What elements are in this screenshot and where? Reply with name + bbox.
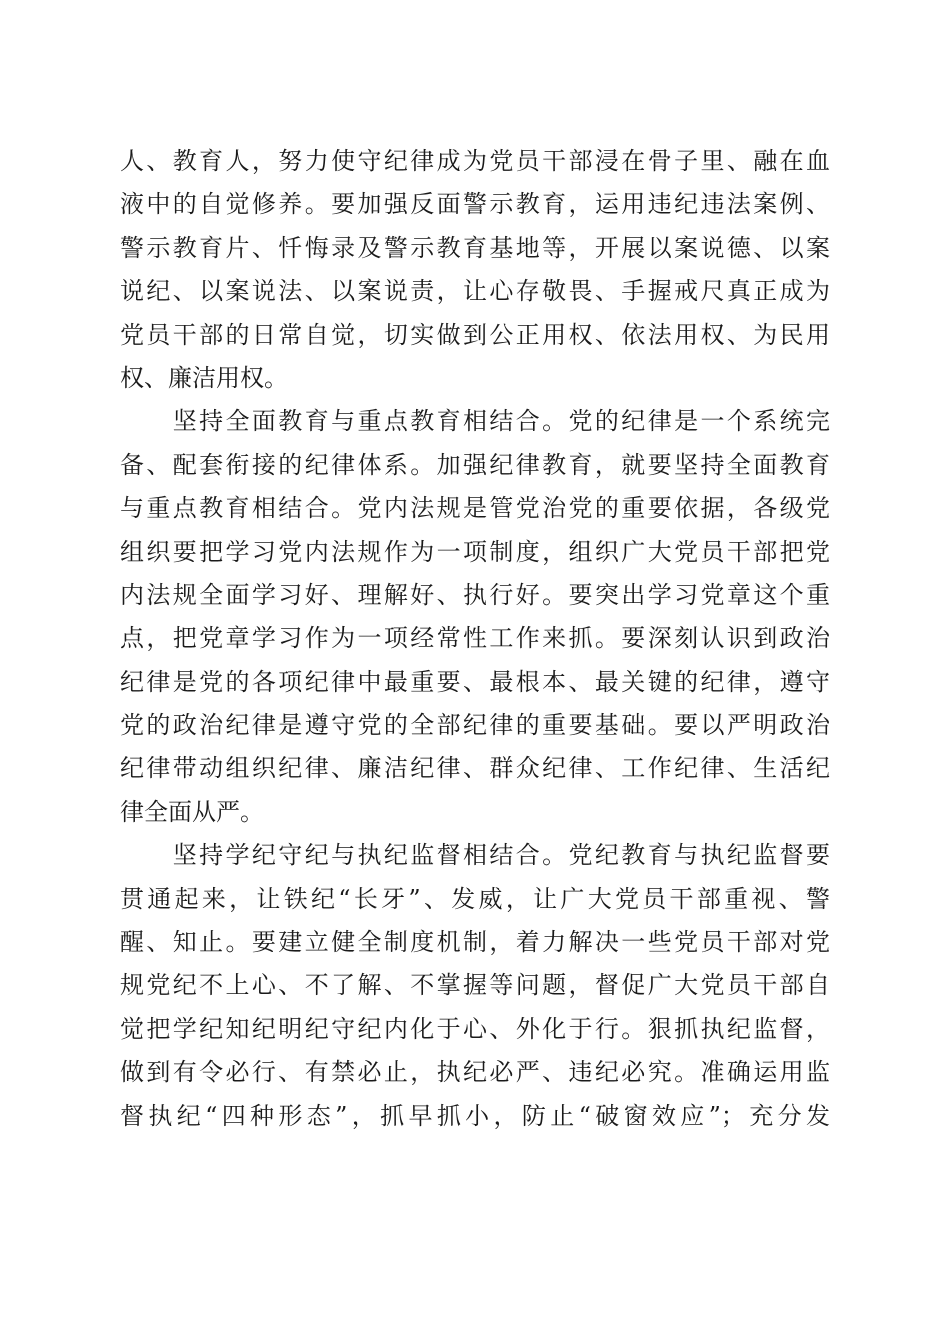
text-line: 与重点教育相结合。党内法规是管党治党的重要依据，各级党	[120, 494, 830, 523]
text-line: 权、廉洁用权。	[120, 363, 288, 392]
text-line: 备、配套衔接的纪律体系。加强纪律教育，就要坚持全面教育	[120, 450, 830, 479]
text-line: 组织要把学习党内法规作为一项制度，组织广大党员干部把党	[120, 537, 830, 566]
paragraph-3	[120, 834, 830, 1138]
text-line: 坚持全面教育与重点教育相结合。党的纪律是一个系统完	[120, 407, 830, 436]
text-line: 律全面从严。	[120, 797, 264, 826]
text-line: 说纪、以案说法、以案说责，让心存敬畏、手握戒尺真正成为	[120, 277, 830, 306]
text-line: 督执纪“四种形态”，抓早抓小，防止“破窗效应”；充分发	[120, 1101, 830, 1130]
text-line: 液中的自觉修养。要加强反面警示教育，运用违纪违法案例、	[120, 190, 830, 219]
text-line: 坚持学纪守纪与执纪监督相结合。党纪教育与执纪监督要	[120, 841, 830, 870]
text-line: 贯通起来，让铁纪“长牙”、发威，让广大党员干部重视、警	[120, 884, 830, 913]
text-line: 人、教育人，努力使守纪律成为党员干部浸在骨子里、融在血	[120, 147, 830, 175]
paragraph-2	[120, 400, 830, 834]
paragraph-1	[120, 140, 830, 400]
text-line: 纪律是党的各项纪律中最重要、最根本、最关键的纪律，遵守	[120, 667, 830, 696]
text-line: 规党纪不上心、不了解、不掌握等问题，督促广大党员干部自	[120, 971, 830, 1000]
text-line: 点，把党章学习作为一项经常性工作来抓。要深刻认识到政治	[120, 624, 830, 653]
text-line: 醒、知止。要建立健全制度机制，着力解决一些党员干部对党	[120, 928, 830, 957]
text-line: 党的政治纪律是遵守党的全部纪律的重要基础。要以严明政治	[120, 711, 830, 740]
text-line: 内法规全面学习好、理解好、执行好。要突出学习党章这个重	[120, 580, 830, 609]
text-line: 觉把学纪知纪明纪守纪内化于心、外化于行。狠抓执纪监督，	[120, 1014, 830, 1043]
document-body	[120, 140, 830, 1138]
text-line: 纪律带动组织纪律、廉洁纪律、群众纪律、工作纪律、生活纪	[120, 754, 830, 783]
text-line: 党员干部的日常自觉，切实做到公正用权、依法用权、为民用	[120, 320, 830, 349]
text-line: 警示教育片、忏悔录及警示教育基地等，开展以案说德、以案	[120, 233, 830, 262]
text-line: 做到有令必行、有禁必止，执纪必严、违纪必究。准确运用监	[120, 1058, 830, 1087]
